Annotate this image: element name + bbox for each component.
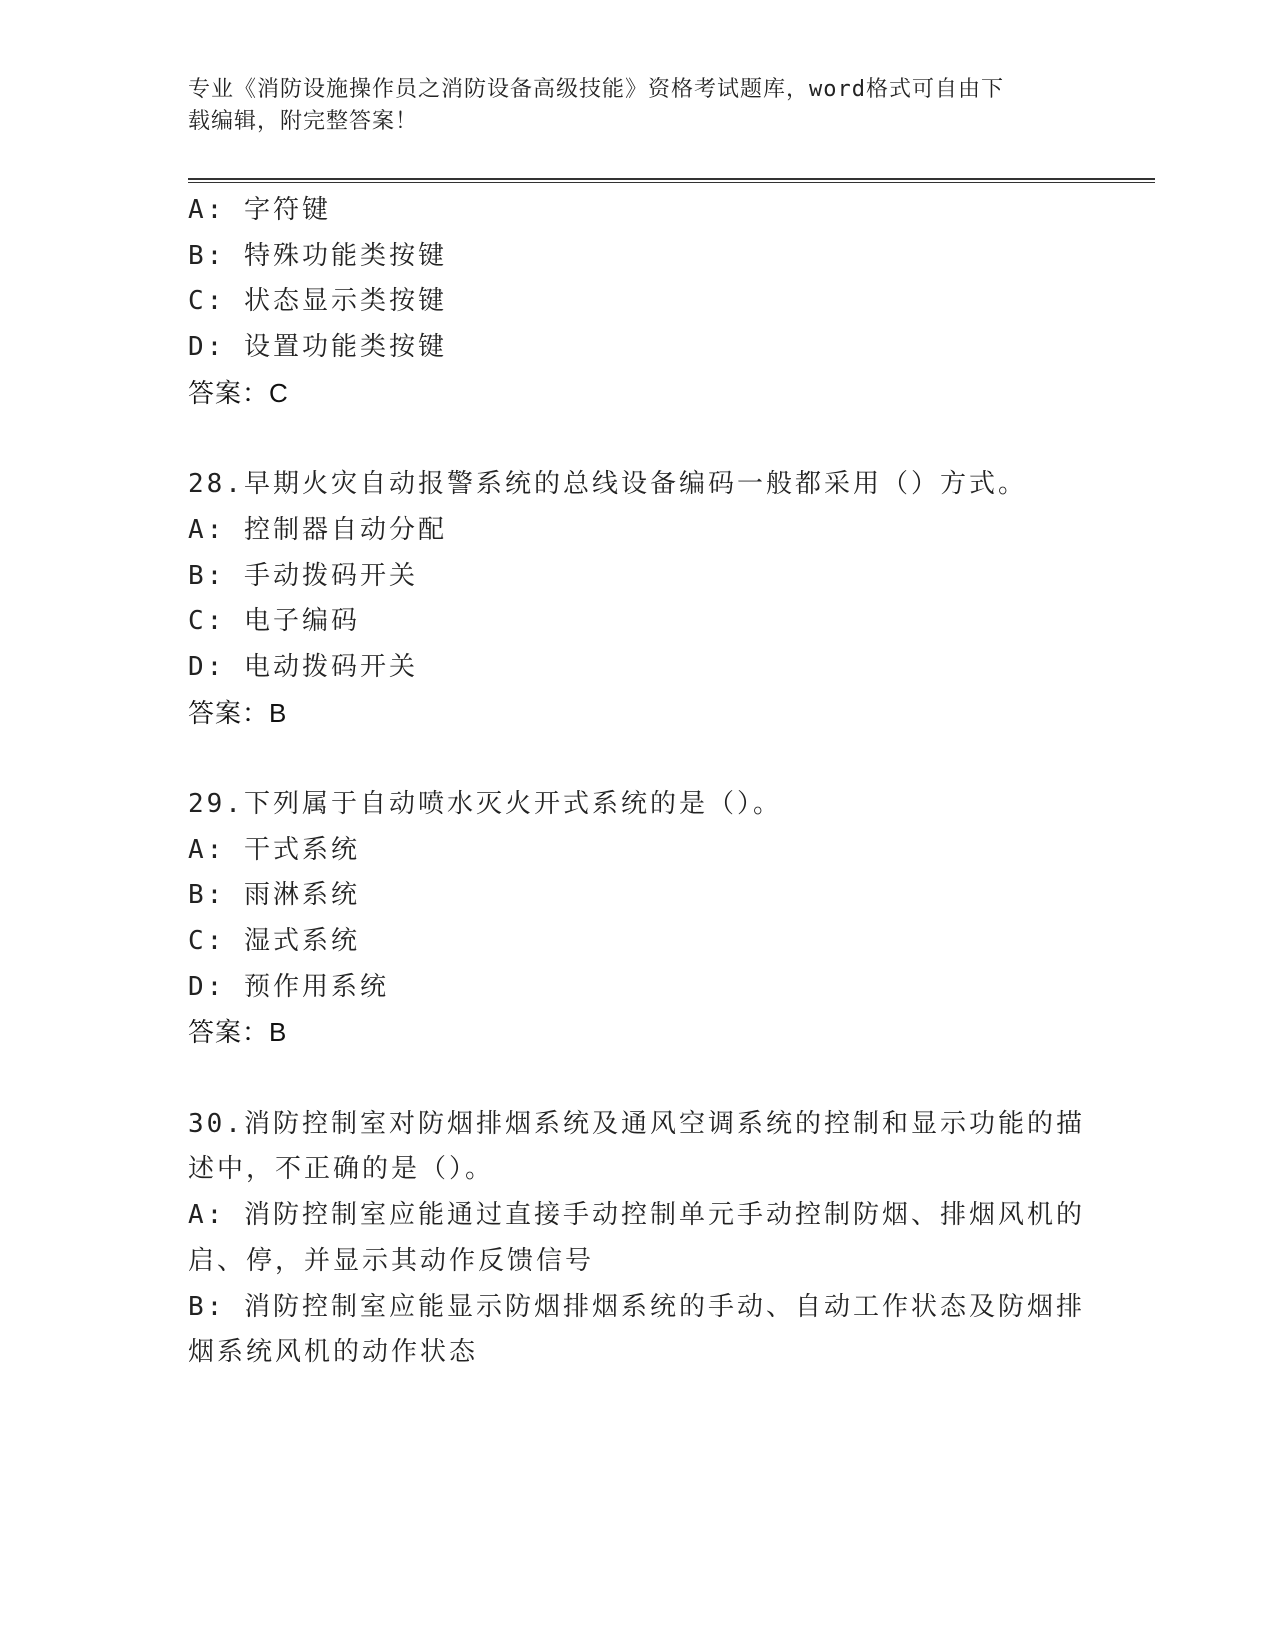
option-text-line-1: 消防控制室应能显示防烟排烟系统的手动、自动工作状态及防烟排: [243, 1291, 1085, 1322]
option-text: 电子编码: [243, 606, 360, 637]
option-label: A:: [188, 1200, 226, 1231]
question-28: [188, 462, 1088, 736]
option-text: 字符键: [243, 195, 331, 225]
option-a: [188, 188, 1088, 234]
option-text: 干式系统: [243, 834, 360, 865]
option-text: 特殊功能类按键: [243, 240, 447, 271]
header-line-2: 载编辑，附完整答案！: [188, 109, 419, 134]
option-label: D:: [188, 332, 226, 363]
option-a: [188, 828, 1088, 874]
option-d: [188, 645, 1088, 691]
option-text: 湿式系统: [243, 926, 360, 956]
option-label: A:: [188, 834, 226, 865]
option-label: B:: [188, 880, 226, 911]
option-text: 设置功能类按键: [243, 332, 447, 363]
option-c: [188, 599, 1088, 645]
question-list: [188, 188, 1088, 1376]
option-text: 电动拨码开关: [243, 651, 418, 682]
option-text: 控制器自动分配: [243, 514, 447, 545]
option-label: B:: [188, 1291, 226, 1322]
option-label: A:: [188, 195, 226, 225]
option-a: [188, 1193, 1088, 1239]
header-line-1: 专业《消防设施操作员之消防设备高级技能》资格考试题库，word格式可自由下: [188, 77, 1004, 102]
question-30: [188, 1102, 1088, 1376]
option-b-continuation: 烟系统风机的动作状态: [188, 1337, 479, 1368]
option-text: 雨淋系统: [243, 880, 360, 911]
header-divider: [188, 178, 1155, 183]
option-label: D:: [188, 971, 226, 1002]
option-d: [188, 965, 1088, 1011]
option-text: 预作用系统: [243, 971, 389, 1002]
option-label: A:: [188, 514, 226, 545]
option-c: [188, 279, 1088, 325]
option-label: B:: [188, 560, 226, 591]
question-text: 29.下列属于自动喷水灭火开式系统的是（）。: [188, 788, 782, 819]
option-b: [188, 554, 1088, 600]
answer: 答案：C: [188, 377, 289, 408]
option-a-continuation: 启、停，并显示其动作反馈信号: [188, 1245, 595, 1276]
question-29: [188, 782, 1088, 1056]
question-text-line-1: 30.消防控制室对防烟排烟系统及通风空调系统的控制和显示功能的描: [188, 1108, 1085, 1139]
option-c: [188, 919, 1088, 965]
option-d: [188, 325, 1088, 371]
question-text: 28.早期火灾自动报警系统的总线设备编码一般都采用（）方式。: [188, 469, 1027, 500]
option-text-line-1: 消防控制室应能通过直接手动控制单元手动控制防烟、排烟风机的: [243, 1200, 1085, 1231]
option-text: 状态显示类按键: [243, 286, 447, 317]
question-text-line-2: 述中，不正确的是（）。: [188, 1154, 495, 1185]
option-b: [188, 234, 1088, 280]
option-text: 手动拨码开关: [243, 560, 418, 591]
question-27: [188, 188, 1088, 416]
option-label: D:: [188, 651, 226, 682]
option-label: C:: [188, 926, 226, 956]
answer: 答案：B: [188, 1017, 288, 1048]
option-label: C:: [188, 286, 226, 317]
option-b: [188, 873, 1088, 919]
option-label: C:: [188, 606, 226, 637]
option-a: [188, 508, 1088, 554]
answer: 答案：B: [188, 697, 288, 728]
option-label: B:: [188, 240, 226, 271]
document-header: [188, 74, 1068, 138]
option-b: [188, 1285, 1088, 1331]
